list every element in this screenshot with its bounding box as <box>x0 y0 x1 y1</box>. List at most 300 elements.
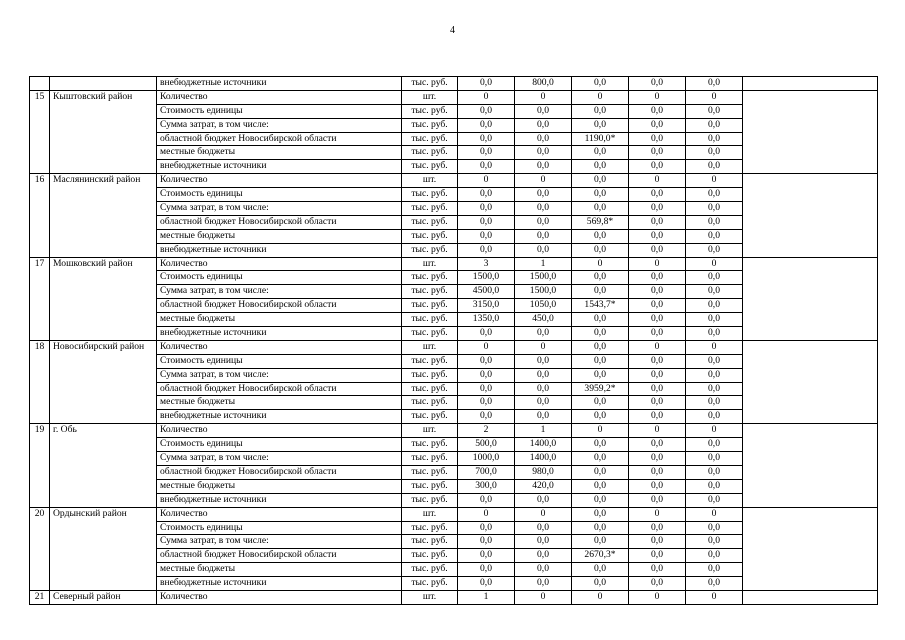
value-cell: 0,0 <box>686 118 743 132</box>
unit-cell: тыс. руб. <box>402 354 458 368</box>
value-cell: 1500,0 <box>515 285 572 299</box>
indicator-cell: местные бюджеты <box>157 229 402 243</box>
program-costs-table <box>29 76 878 605</box>
value-cell: 0,0 <box>515 563 572 577</box>
value-cell: 0,0 <box>629 521 686 535</box>
value-cell: 0,0 <box>572 271 629 285</box>
indicator-cell: Сумма затрат, в том числе: <box>157 535 402 549</box>
value-cell: 0,0 <box>629 368 686 382</box>
value-cell: 0,0 <box>686 188 743 202</box>
value-cell: 0,0 <box>629 243 686 257</box>
value-cell: 1050,0 <box>515 299 572 313</box>
unit-cell: тыс. руб. <box>402 104 458 118</box>
value-cell: 0 <box>629 257 686 271</box>
value-cell: 0,0 <box>686 132 743 146</box>
value-cell: 0,0 <box>686 479 743 493</box>
value-cell: 0,0 <box>629 132 686 146</box>
value-cell: 0,0 <box>458 521 515 535</box>
value-cell: 0,0 <box>572 493 629 507</box>
indicator-cell: внебюджетные источники <box>157 493 402 507</box>
value-cell: 0 <box>686 424 743 438</box>
value-cell: 0,0 <box>629 354 686 368</box>
value-cell: 2 <box>458 424 515 438</box>
value-cell: 0,0 <box>515 215 572 229</box>
value-cell: 420,0 <box>515 479 572 493</box>
value-cell: 0,0 <box>629 271 686 285</box>
value-cell: 0,0 <box>572 243 629 257</box>
indicator-cell: Количество <box>157 590 402 604</box>
district-name-cell: Новосибирский район <box>50 340 157 423</box>
indicator-cell: местные бюджеты <box>157 146 402 160</box>
unit-cell: шт. <box>402 424 458 438</box>
value-cell: 0,0 <box>686 368 743 382</box>
value-cell: 0 <box>629 340 686 354</box>
value-cell: 0,0 <box>515 202 572 216</box>
unit-cell: тыс. руб. <box>402 368 458 382</box>
value-cell: 0,0 <box>458 368 515 382</box>
unit-cell: тыс. руб. <box>402 452 458 466</box>
value-cell: 0,0 <box>515 243 572 257</box>
unit-cell: тыс. руб. <box>402 521 458 535</box>
value-cell: 0,0 <box>515 368 572 382</box>
empty-cell <box>743 424 878 507</box>
value-cell: 0 <box>515 507 572 521</box>
row-number-cell: 15 <box>30 90 50 173</box>
indicator-cell: внебюджетные источники <box>157 327 402 341</box>
unit-cell: шт. <box>402 174 458 188</box>
value-cell: 0,0 <box>686 229 743 243</box>
empty-cell <box>743 340 878 423</box>
value-cell: 0 <box>629 507 686 521</box>
district-name-cell: Ордынский район <box>50 507 157 590</box>
value-cell: 0,0 <box>515 410 572 424</box>
row-number-cell: 21 <box>30 590 50 604</box>
value-cell: 0 <box>629 174 686 188</box>
value-cell: 0,0 <box>458 160 515 174</box>
indicator-cell: местные бюджеты <box>157 396 402 410</box>
value-cell: 0,0 <box>458 132 515 146</box>
table-row <box>30 507 878 521</box>
unit-cell: тыс. руб. <box>402 215 458 229</box>
value-cell: 0,0 <box>572 396 629 410</box>
value-cell: 0,0 <box>572 465 629 479</box>
unit-cell: тыс. руб. <box>402 465 458 479</box>
value-cell: 0,0 <box>629 563 686 577</box>
value-cell: 300,0 <box>458 479 515 493</box>
indicator-cell: Стоимость единицы <box>157 104 402 118</box>
value-cell: 0,0 <box>515 577 572 591</box>
value-cell: 450,0 <box>515 313 572 327</box>
value-cell: 0,0 <box>515 535 572 549</box>
value-cell: 3 <box>458 257 515 271</box>
value-cell: 0,0 <box>629 410 686 424</box>
value-cell: 0 <box>458 507 515 521</box>
value-cell: 0,0 <box>686 104 743 118</box>
value-cell: 0,0 <box>686 271 743 285</box>
district-name-cell: Северный район <box>50 590 157 604</box>
value-cell: 0,0 <box>686 465 743 479</box>
value-cell: 0,0 <box>629 327 686 341</box>
value-cell: 0,0 <box>686 493 743 507</box>
value-cell: 0 <box>629 424 686 438</box>
indicator-cell: Количество <box>157 340 402 354</box>
value-cell: 0,0 <box>572 118 629 132</box>
value-cell: 0,0 <box>572 160 629 174</box>
value-cell: 0 <box>458 340 515 354</box>
unit-cell: тыс. руб. <box>402 202 458 216</box>
value-cell: 0,0 <box>458 146 515 160</box>
indicator-cell: Сумма затрат, в том числе: <box>157 118 402 132</box>
value-cell: 0 <box>515 90 572 104</box>
value-cell: 0,0 <box>458 396 515 410</box>
value-cell: 569,8* <box>572 215 629 229</box>
unit-cell: тыс. руб. <box>402 243 458 257</box>
row-number-cell: 20 <box>30 507 50 590</box>
row-number-cell <box>30 77 50 91</box>
value-cell: 0,0 <box>458 202 515 216</box>
value-cell: 0,0 <box>572 354 629 368</box>
value-cell: 0,0 <box>458 118 515 132</box>
value-cell: 0,0 <box>686 396 743 410</box>
indicator-cell: Количество <box>157 174 402 188</box>
unit-cell: тыс. руб. <box>402 285 458 299</box>
table-row <box>30 424 878 438</box>
value-cell: 0,0 <box>686 146 743 160</box>
value-cell: 0,0 <box>572 77 629 91</box>
value-cell: 1350,0 <box>458 313 515 327</box>
value-cell: 0,0 <box>515 132 572 146</box>
value-cell: 0,0 <box>629 285 686 299</box>
value-cell: 0,0 <box>572 368 629 382</box>
value-cell: 0 <box>686 590 743 604</box>
value-cell: 0 <box>572 257 629 271</box>
unit-cell: тыс. руб. <box>402 563 458 577</box>
value-cell: 1400,0 <box>515 438 572 452</box>
table-row <box>30 257 878 271</box>
unit-cell: шт. <box>402 507 458 521</box>
value-cell: 0,0 <box>458 549 515 563</box>
value-cell: 2670,3* <box>572 549 629 563</box>
value-cell: 0,0 <box>629 160 686 174</box>
value-cell: 1 <box>515 257 572 271</box>
value-cell: 0,0 <box>515 229 572 243</box>
value-cell: 0 <box>515 174 572 188</box>
indicator-cell: Стоимость единицы <box>157 438 402 452</box>
value-cell: 1400,0 <box>515 452 572 466</box>
value-cell: 0,0 <box>572 146 629 160</box>
value-cell: 0,0 <box>629 202 686 216</box>
value-cell: 0 <box>686 90 743 104</box>
indicator-cell: внебюджетные источники <box>157 243 402 257</box>
value-cell: 0,0 <box>515 118 572 132</box>
indicator-cell: областной бюджет Новосибирской области <box>157 382 402 396</box>
value-cell: 980,0 <box>515 465 572 479</box>
value-cell: 0,0 <box>572 535 629 549</box>
table-row <box>30 340 878 354</box>
value-cell: 1543,7* <box>572 299 629 313</box>
value-cell: 0,0 <box>515 104 572 118</box>
unit-cell: тыс. руб. <box>402 271 458 285</box>
unit-cell: тыс. руб. <box>402 577 458 591</box>
indicator-cell: Количество <box>157 507 402 521</box>
value-cell: 0,0 <box>458 382 515 396</box>
unit-cell: тыс. руб. <box>402 160 458 174</box>
value-cell: 0,0 <box>629 577 686 591</box>
row-number-cell: 17 <box>30 257 50 340</box>
value-cell: 0,0 <box>629 77 686 91</box>
unit-cell: тыс. руб. <box>402 535 458 549</box>
unit-cell: тыс. руб. <box>402 479 458 493</box>
value-cell: 0,0 <box>458 229 515 243</box>
unit-cell: тыс. руб. <box>402 229 458 243</box>
value-cell: 0,0 <box>572 285 629 299</box>
indicator-cell: местные бюджеты <box>157 563 402 577</box>
indicator-cell: Сумма затрат, в том числе: <box>157 202 402 216</box>
value-cell: 4500,0 <box>458 285 515 299</box>
unit-cell: тыс. руб. <box>402 410 458 424</box>
value-cell: 0,0 <box>629 146 686 160</box>
value-cell: 1 <box>458 590 515 604</box>
district-cell <box>50 77 157 91</box>
value-cell: 0,0 <box>686 313 743 327</box>
value-cell: 0,0 <box>572 577 629 591</box>
value-cell: 0,0 <box>629 549 686 563</box>
indicator-cell: Сумма затрат, в том числе: <box>157 452 402 466</box>
value-cell: 0,0 <box>686 577 743 591</box>
value-cell: 700,0 <box>458 465 515 479</box>
unit-cell: шт. <box>402 340 458 354</box>
value-cell: 0,0 <box>686 521 743 535</box>
value-cell: 0,0 <box>458 327 515 341</box>
indicator-cell: внебюджетные источники <box>157 77 402 91</box>
value-cell: 0,0 <box>686 327 743 341</box>
value-cell: 0,0 <box>515 396 572 410</box>
empty-cell <box>743 90 878 173</box>
value-cell: 0,0 <box>458 188 515 202</box>
indicator-cell: Стоимость единицы <box>157 188 402 202</box>
page-number: 4 <box>450 25 455 36</box>
value-cell: 0,0 <box>686 215 743 229</box>
table-row <box>30 90 878 104</box>
value-cell: 0,0 <box>629 188 686 202</box>
empty-cell <box>743 507 878 590</box>
value-cell: 0,0 <box>572 313 629 327</box>
indicator-cell: областной бюджет Новосибирской области <box>157 465 402 479</box>
unit-cell: тыс. руб. <box>402 146 458 160</box>
unit-cell: тыс. руб. <box>402 313 458 327</box>
value-cell: 0,0 <box>572 479 629 493</box>
unit-cell: шт. <box>402 90 458 104</box>
value-cell: 0 <box>572 590 629 604</box>
indicator-cell: Стоимость единицы <box>157 271 402 285</box>
unit-cell: тыс. руб. <box>402 382 458 396</box>
value-cell: 1190,0* <box>572 132 629 146</box>
district-name-cell: Мошковский район <box>50 257 157 340</box>
table-row <box>30 174 878 188</box>
value-cell: 0,0 <box>572 174 629 188</box>
value-cell: 0,0 <box>686 452 743 466</box>
indicator-cell: Количество <box>157 257 402 271</box>
value-cell: 0,0 <box>572 521 629 535</box>
value-cell: 0,0 <box>629 229 686 243</box>
value-cell: 0,0 <box>686 285 743 299</box>
value-cell: 1000,0 <box>458 452 515 466</box>
value-cell: 0 <box>686 174 743 188</box>
value-cell: 0 <box>515 590 572 604</box>
value-cell: 0,0 <box>458 563 515 577</box>
unit-cell: тыс. руб. <box>402 299 458 313</box>
value-cell: 0 <box>572 424 629 438</box>
table-body <box>30 77 878 605</box>
value-cell: 0,0 <box>458 493 515 507</box>
value-cell: 1500,0 <box>515 271 572 285</box>
value-cell: 0,0 <box>572 229 629 243</box>
unit-cell: тыс. руб. <box>402 118 458 132</box>
empty-cell <box>743 257 878 340</box>
value-cell: 0,0 <box>629 215 686 229</box>
value-cell: 0,0 <box>629 452 686 466</box>
value-cell: 0,0 <box>458 104 515 118</box>
value-cell: 0,0 <box>686 160 743 174</box>
unit-cell: тыс. руб. <box>402 396 458 410</box>
value-cell: 0,0 <box>458 535 515 549</box>
table-row <box>30 77 878 91</box>
unit-cell: тыс. руб. <box>402 438 458 452</box>
value-cell: 0,0 <box>686 563 743 577</box>
value-cell: 0,0 <box>686 410 743 424</box>
value-cell: 3150,0 <box>458 299 515 313</box>
indicator-cell: областной бюджет Новосибирской области <box>157 215 402 229</box>
value-cell: 0,0 <box>686 77 743 91</box>
value-cell: 0,0 <box>629 396 686 410</box>
value-cell: 0,0 <box>458 354 515 368</box>
value-cell: 0,0 <box>515 146 572 160</box>
value-cell: 0,0 <box>515 160 572 174</box>
value-cell: 0,0 <box>629 438 686 452</box>
row-number-cell: 18 <box>30 340 50 423</box>
row-number-cell: 19 <box>30 424 50 507</box>
value-cell: 0,0 <box>515 493 572 507</box>
value-cell: 0,0 <box>629 382 686 396</box>
value-cell: 500,0 <box>458 438 515 452</box>
value-cell: 0,0 <box>572 438 629 452</box>
empty-cell <box>743 590 878 604</box>
value-cell: 0,0 <box>572 104 629 118</box>
value-cell: 0,0 <box>629 465 686 479</box>
indicator-cell: Количество <box>157 424 402 438</box>
district-name-cell: Маслянинский район <box>50 174 157 257</box>
value-cell: 0 <box>572 90 629 104</box>
value-cell: 0 <box>686 340 743 354</box>
value-cell: 0,0 <box>515 521 572 535</box>
unit-cell: тыс. руб. <box>402 188 458 202</box>
value-cell: 0,0 <box>515 382 572 396</box>
value-cell: 0,0 <box>686 354 743 368</box>
value-cell: 0 <box>629 590 686 604</box>
value-cell: 0,0 <box>515 354 572 368</box>
value-cell: 0,0 <box>515 549 572 563</box>
value-cell: 0,0 <box>629 118 686 132</box>
unit-cell: шт. <box>402 257 458 271</box>
value-cell: 0,0 <box>629 313 686 327</box>
indicator-cell: внебюджетные источники <box>157 160 402 174</box>
district-name-cell: г. Обь <box>50 424 157 507</box>
value-cell: 0,0 <box>572 327 629 341</box>
value-cell: 0 <box>515 340 572 354</box>
value-cell: 0 <box>686 257 743 271</box>
value-cell: 0,0 <box>572 410 629 424</box>
value-cell: 0,0 <box>629 104 686 118</box>
value-cell: 0,0 <box>686 202 743 216</box>
value-cell: 0,0 <box>686 243 743 257</box>
value-cell: 0,0 <box>629 479 686 493</box>
value-cell: 0,0 <box>629 299 686 313</box>
indicator-cell: местные бюджеты <box>157 313 402 327</box>
value-cell: 0,0 <box>629 493 686 507</box>
unit-cell: тыс. руб. <box>402 77 458 91</box>
value-cell: 0 <box>458 174 515 188</box>
value-cell: 0,0 <box>572 202 629 216</box>
value-cell: 0,0 <box>572 507 629 521</box>
value-cell: 0,0 <box>458 215 515 229</box>
value-cell: 1500,0 <box>458 271 515 285</box>
value-cell: 0 <box>686 507 743 521</box>
value-cell: 0,0 <box>572 188 629 202</box>
district-name-cell: Кыштовский район <box>50 90 157 173</box>
value-cell: 0,0 <box>686 438 743 452</box>
value-cell: 0,0 <box>686 535 743 549</box>
empty-cell <box>743 77 878 91</box>
value-cell: 0 <box>629 90 686 104</box>
indicator-cell: областной бюджет Новосибирской области <box>157 549 402 563</box>
value-cell: 0,0 <box>515 327 572 341</box>
indicator-cell: Сумма затрат, в том числе: <box>157 285 402 299</box>
value-cell: 0,0 <box>458 243 515 257</box>
indicator-cell: Количество <box>157 90 402 104</box>
value-cell: 0,0 <box>572 563 629 577</box>
indicator-cell: внебюджетные источники <box>157 577 402 591</box>
unit-cell: тыс. руб. <box>402 132 458 146</box>
value-cell: 0,0 <box>686 382 743 396</box>
value-cell: 0,0 <box>458 77 515 91</box>
unit-cell: тыс. руб. <box>402 493 458 507</box>
value-cell: 0,0 <box>686 299 743 313</box>
unit-cell: тыс. руб. <box>402 549 458 563</box>
table-row <box>30 590 878 604</box>
value-cell: 800,0 <box>515 77 572 91</box>
value-cell: 0,0 <box>629 535 686 549</box>
value-cell: 0,0 <box>515 188 572 202</box>
row-number-cell: 16 <box>30 174 50 257</box>
empty-cell <box>743 174 878 257</box>
value-cell: 0,0 <box>458 577 515 591</box>
indicator-cell: областной бюджет Новосибирской области <box>157 132 402 146</box>
indicator-cell: внебюджетные источники <box>157 410 402 424</box>
value-cell: 0,0 <box>458 410 515 424</box>
value-cell: 0,0 <box>686 549 743 563</box>
unit-cell: шт. <box>402 590 458 604</box>
indicator-cell: Сумма затрат, в том числе: <box>157 368 402 382</box>
indicator-cell: областной бюджет Новосибирской области <box>157 299 402 313</box>
value-cell: 0 <box>458 90 515 104</box>
indicator-cell: Стоимость единицы <box>157 521 402 535</box>
indicator-cell: Стоимость единицы <box>157 354 402 368</box>
value-cell: 1 <box>515 424 572 438</box>
indicator-cell: местные бюджеты <box>157 479 402 493</box>
value-cell: 0,0 <box>572 340 629 354</box>
unit-cell: тыс. руб. <box>402 327 458 341</box>
value-cell: 0,0 <box>572 452 629 466</box>
